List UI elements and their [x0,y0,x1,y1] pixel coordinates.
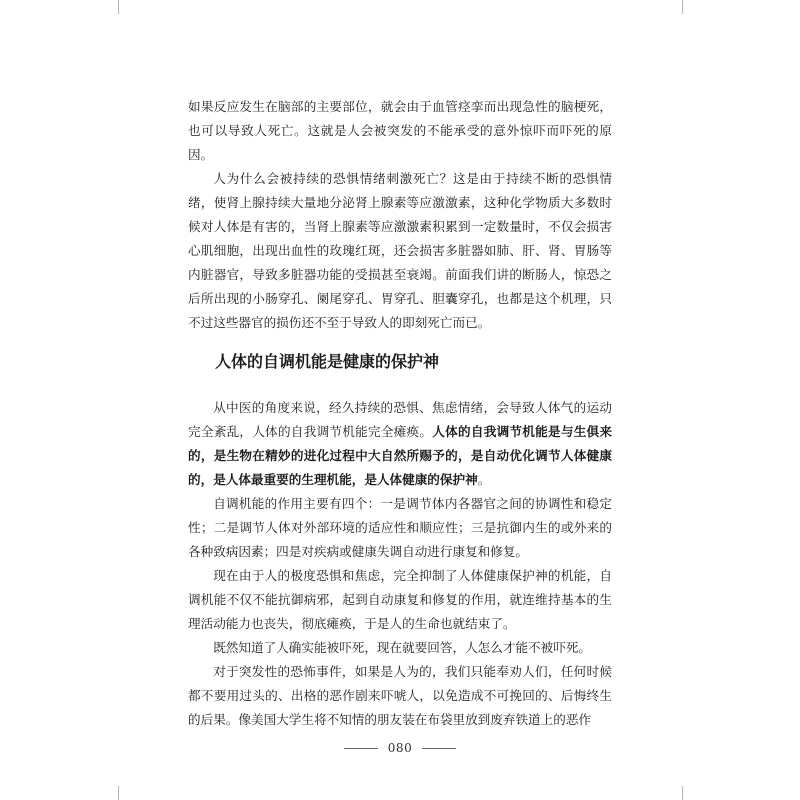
paragraph-text: 。 [477,472,491,487]
crop-mark [682,0,683,14]
crop-mark [118,786,119,800]
paragraph-text: 从中医的角度来说，经久持续的恐惧、焦虑情绪，会导致人体气的运动完全紊乱，人体的自我调节机能完全瘫痪。 [188,400,612,439]
paragraph [188,396,612,492]
paragraph: 人为什么会被持续的恐惧情绪刺激死亡？这是由于持续不断的恐惧情绪，使肾上腺持续大量地分泌肾上腺素等应激激素，这种化学物质大多数时候对人体是有害的，当肾上腺素等应激激素积累到一定数量时，不仅会损害心肌细胞，出现出血性的玫瑰红斑，还会损害多脏器如肺、肝、肾、胃肠等内脏器官，导致多脏器功能的受损甚至衰竭。前面我们讲的断肠人，惊恐之后所出现的小肠穿孔、阑尾穿孔、胃穿孔、胆囊穿孔，也都是这个机理，只不过这些器官的损伤还不至于导致人的即刻死亡而已。 [188,171,612,330]
paragraph: 现在由于人的极度恐惧和焦虑，完全抑制了人体健康保护神的机能，自调机能不仅不能抗御病邪，起到自动康复和修复的作用，就连维持基本的生理活动能力也丧失，彻底瘫痪，于是人的生命也就结束了。 [188,568,612,631]
footer-rule [422,748,456,749]
page-footer [0,738,800,758]
section-heading: 人体的自调机能是健康的保护神 [215,352,440,371]
crop-mark [118,0,119,14]
text-block-main [188,396,612,732]
crop-mark [682,786,683,800]
footer-rule [344,748,378,749]
page-number: 080 [387,741,413,755]
emphasis-text: 人体的自我调节机能是与生俱来的，是生物在精妙的进化过程中大自然所赐予的，是自动优化调节人体健康的，是人体最重要的生理机能，是人体健康的保护神 [188,424,613,487]
paragraph: 既然知道了人确实能被吓死，现在就要回答，人怎么才能不被吓死。 [213,640,591,655]
paragraph: 如果反应发生在脑部的主要部位，就会由于血管痉挛而出现急性的脑梗死，也可以导致人死亡。这就是人会被突发的不能承受的意外惊吓而吓死的原因。 [188,99,612,162]
paragraph: 对于突发性的恐怖事件，如果是人为的，我们只能奉劝人们，任何时候都不要用过头的、出格的恶作剧来吓唬人，以免造成不可挽回的、后悔终生的后果。像美国大学生将不知情的朋友装在布袋里放到废弃铁道上的恶作 [188,664,612,727]
paragraph: 自调机能的作用主要有四个：一是调节体内各器官之间的协调性和稳定性；二是调节人体对外部环境的适应性和顺应性；三是抗御内生的或外来的各种致病因素；四是对疾病或健康失调自动进行康复和修复。 [188,496,612,559]
text-block-top [188,95,612,335]
